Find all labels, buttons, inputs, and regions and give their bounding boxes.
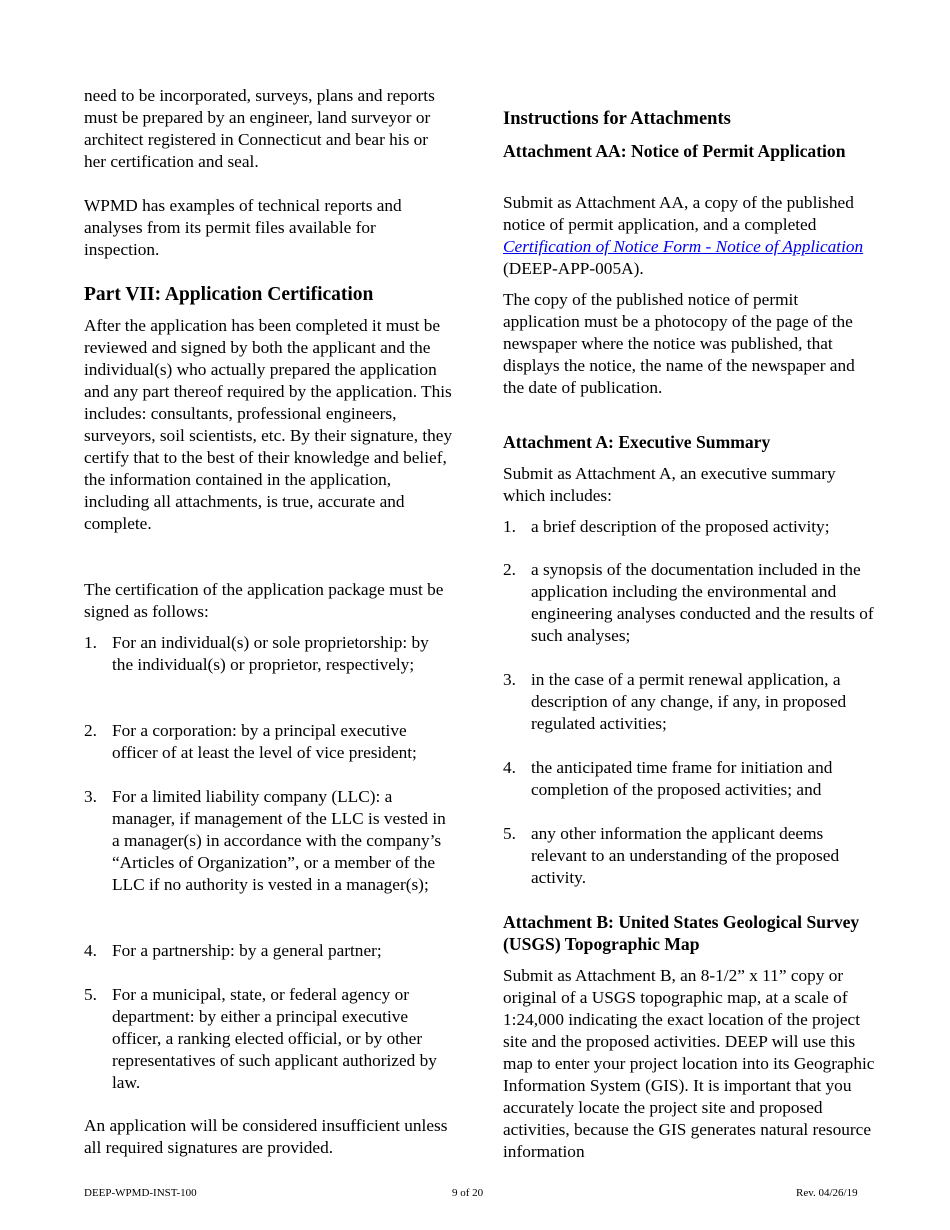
- sign-list-item: 3. For a limited liability company (LLC): a manager, if management of the LLC is vested in a manager(s) in accordance with the company’s “Articles of Organization”, or a member of the LLC if no authority is vested in a manager(s);: [84, 787, 446, 894]
- attachment-aa-heading: Attachment AA: Notice of Permit Application: [503, 141, 846, 161]
- attachment-a-heading: Attachment A: Executive Summary: [503, 432, 771, 452]
- closing-paragraph: An application will be considered insufficient unless all required signatures are provided.: [84, 1116, 448, 1157]
- summary-list-item: 2. a synopsis of the documentation included in the application including the environmental and engineering analyses conducted and the results of such analyses;: [503, 560, 874, 645]
- attachment-b-heading: Attachment B: United States Geological Survey (USGS) Topographic Map: [503, 912, 860, 954]
- part7-paragraph-2: The certification of the application package must be signed as follows:: [84, 580, 444, 621]
- attachment-b-paragraph: Submit as Attachment B, an 8-1/2” x 11” copy or original of a USGS topographic map, at a scale of 1:24,000 indicating the exact location of the project site and the proposed activities. DEEP will use this map to enter your project location into its Geographic Information System (GIS). It is important that you accurately locate the project site and proposed activities, because the GIS generates natural resource information: [503, 966, 875, 1161]
- footer-page-number: 9 of 20: [452, 1187, 484, 1199]
- attachment-aa-paragraph-1: Submit as Attachment AA, a copy of the published notice of permit application, and a completed Certification of Notice Form - Notice of Application (DEEP-APP-005A).: [503, 193, 864, 278]
- summary-list-item: 1. a brief description of the proposed activity;: [503, 517, 830, 536]
- sign-list-item: 2. For a corporation: by a principal executive officer of at least the level of vice president;: [84, 721, 417, 762]
- sign-list-item: 4. For a partnership: by a general partner;: [84, 941, 382, 960]
- intro-paragraph: need to be incorporated, surveys, plans and reports must be prepared by an engineer, land surveyor or architect registered in Connecticut and bear his or her certification and seal.: [84, 86, 435, 171]
- sign-list-item: 5. For a municipal, state, or federal agency or department: by either a principal executive officer, a ranking elected official, or by other representatives of such applicant authorized by law.: [84, 985, 437, 1092]
- certification-of-notice-form-link[interactable]: Certification of Notice Form - Notice of Application: [503, 237, 864, 256]
- summary-list-item: 3. in the case of a permit renewal application, a description of any change, if any, in proposed regulated activities;: [503, 670, 847, 733]
- wpmd-paragraph: WPMD has examples of technical reports and analyses from its permit files available for inspection.: [84, 196, 402, 259]
- footer-revision: Rev. 04/26/19: [796, 1187, 858, 1199]
- summary-list-item: 4. the anticipated time frame for initiation and completion of the proposed activities; and: [503, 758, 833, 799]
- attachment-a-paragraph: Submit as Attachment A, an executive summary which includes:: [503, 464, 836, 505]
- part7-paragraph-1: After the application has been completed it must be reviewed and signed by both the applicant and the individual(s) who actually prepared the application and any part thereof required by the application. This includes: consultants, professional engineers, surveyors, soil scientists, etc. By their signature, they certify that to the best of their knowledge and belief, the information contained in the application, including all attachments, is true, accurate and complete.: [84, 316, 453, 533]
- part7-heading: Part VII: Application Certification: [84, 284, 374, 305]
- attachment-aa-paragraph-2: The copy of the published notice of permit application must be a photocopy of the page of the newspaper where the notice was published, that displays the notice, the name of the newspaper and the date of publication.: [503, 290, 855, 397]
- instructions-heading: Instructions for Attachments: [503, 109, 731, 129]
- footer-form-id: DEEP-WPMD-INST-100: [84, 1187, 197, 1199]
- summary-list-item: 5. any other information the applicant deems relevant to an understanding of the proposed activity.: [503, 824, 840, 887]
- sign-list-item: 1. For an individual(s) or sole proprietorship: by the individual(s) or proprietor, respectively;: [84, 633, 429, 674]
